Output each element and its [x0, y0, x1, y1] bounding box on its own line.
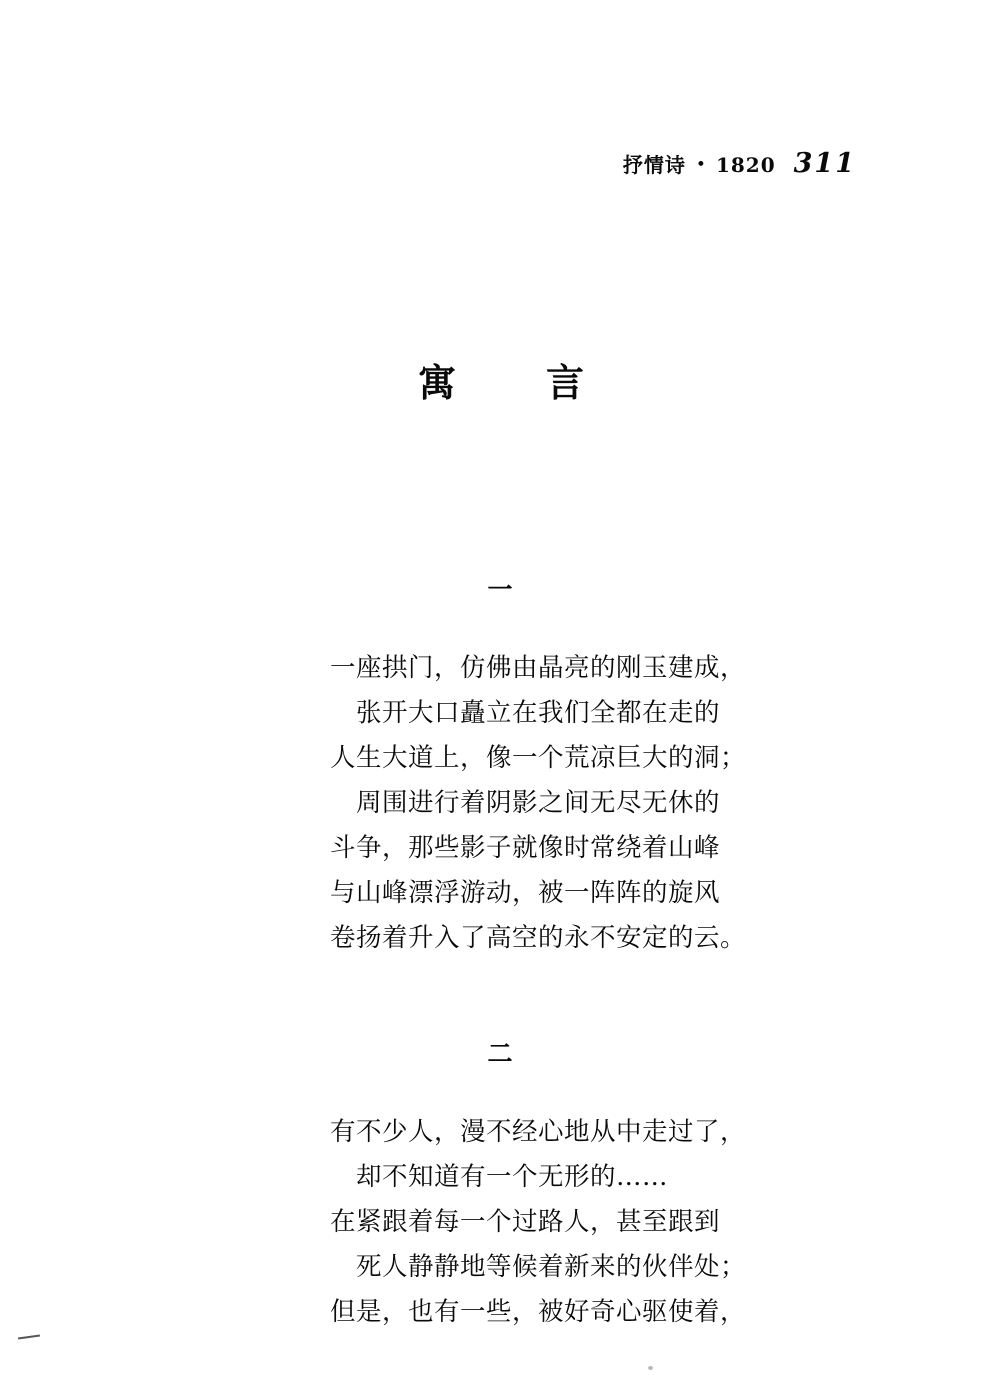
poem-section-2 — [0, 1034, 1002, 1335]
stanza — [0, 646, 1002, 961]
page-number: 311 — [793, 148, 856, 179]
poem-section-1 — [0, 570, 1002, 961]
running-head-year: 1820 — [715, 153, 776, 177]
poem-line: 在紧跟着每一个过路人，甚至跟到 — [330, 1207, 721, 1237]
running-head-separator: • — [695, 155, 706, 175]
section-number: 一 — [487, 575, 515, 604]
poem-line: 与山峰漂浮游动，被一阵阵的旋风 — [330, 878, 721, 908]
poem-line: 有不少人，漫不经心地从中走过了， — [330, 1117, 747, 1147]
poem-line: 但是，也有一些，被好奇心驱使着， — [330, 1297, 747, 1327]
poem-line: 人生大道上，像一个荒凉巨大的洞； — [330, 743, 747, 773]
poem-line: 周围进行着阴影之间无尽无休的 — [356, 788, 721, 818]
poem-line: 死人静静地等候着新来的伙伴处； — [356, 1252, 747, 1282]
poem-line: 斗争，那些影子就像时常绕着山峰 — [330, 833, 721, 863]
running-head-title: 抒情诗 — [622, 153, 686, 177]
poem-line: 却不知道有一个无形的…… — [356, 1162, 669, 1192]
poem-line: 张开大口矗立在我们全都在走的 — [356, 698, 721, 728]
running-head — [623, 148, 856, 179]
poem-line: 一座拱门，仿佛由晶亮的刚玉建成， — [330, 653, 747, 683]
page-edge-mark — [18, 1334, 40, 1339]
page-speck — [648, 1366, 653, 1370]
section-number: 二 — [487, 1039, 515, 1068]
page-title: 寓 言 — [417, 360, 610, 405]
stanza — [0, 1110, 1002, 1335]
poem-line: 卷扬着升入了高空的永不安定的云。 — [330, 923, 747, 953]
